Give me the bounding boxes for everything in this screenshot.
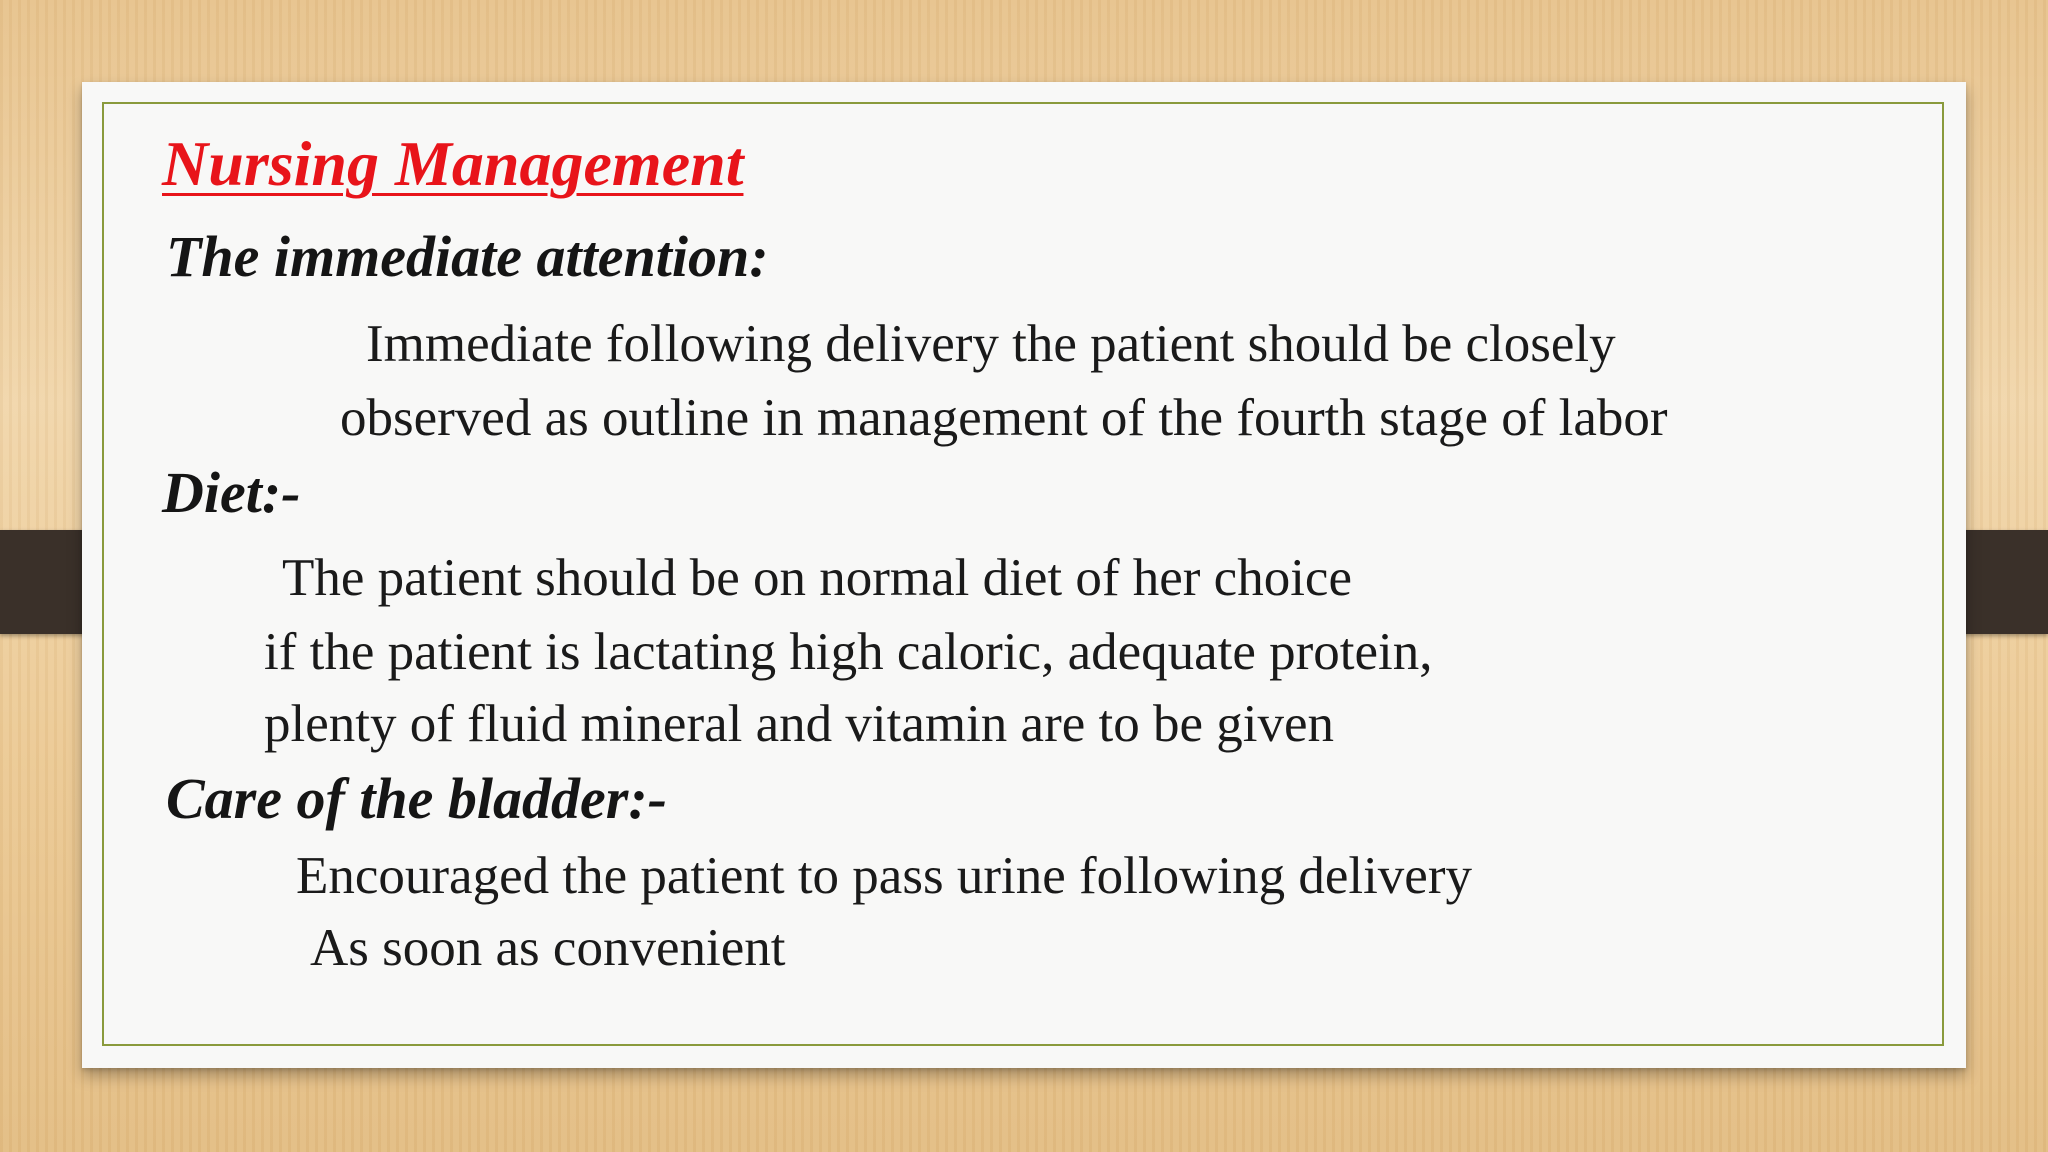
section-line-immediate-2: observed as outline in management of the fourth stage of labor bbox=[340, 389, 1668, 447]
slide-title: Nursing Management bbox=[162, 128, 744, 199]
section-line-bladder-2: As soon as convenient bbox=[310, 919, 786, 977]
section-line-diet-3: plenty of fluid mineral and vitamin are to be given bbox=[264, 695, 1334, 753]
section-line-diet-2: if the patient is lactating high caloric, adequate protein, bbox=[264, 623, 1433, 681]
section-heading-diet: Diet:- bbox=[162, 460, 301, 525]
section-line-diet-1: The patient should be on normal diet of her choice bbox=[282, 549, 1352, 607]
section-heading-immediate-attention: The immediate attention: bbox=[166, 224, 769, 289]
section-line-bladder-1: Encouraged the patient to pass urine following delivery bbox=[296, 847, 1472, 905]
section-heading-bladder: Care of the bladder:- bbox=[166, 766, 667, 831]
section-line-immediate-1: Immediate following delivery the patient should be closely bbox=[366, 315, 1616, 373]
